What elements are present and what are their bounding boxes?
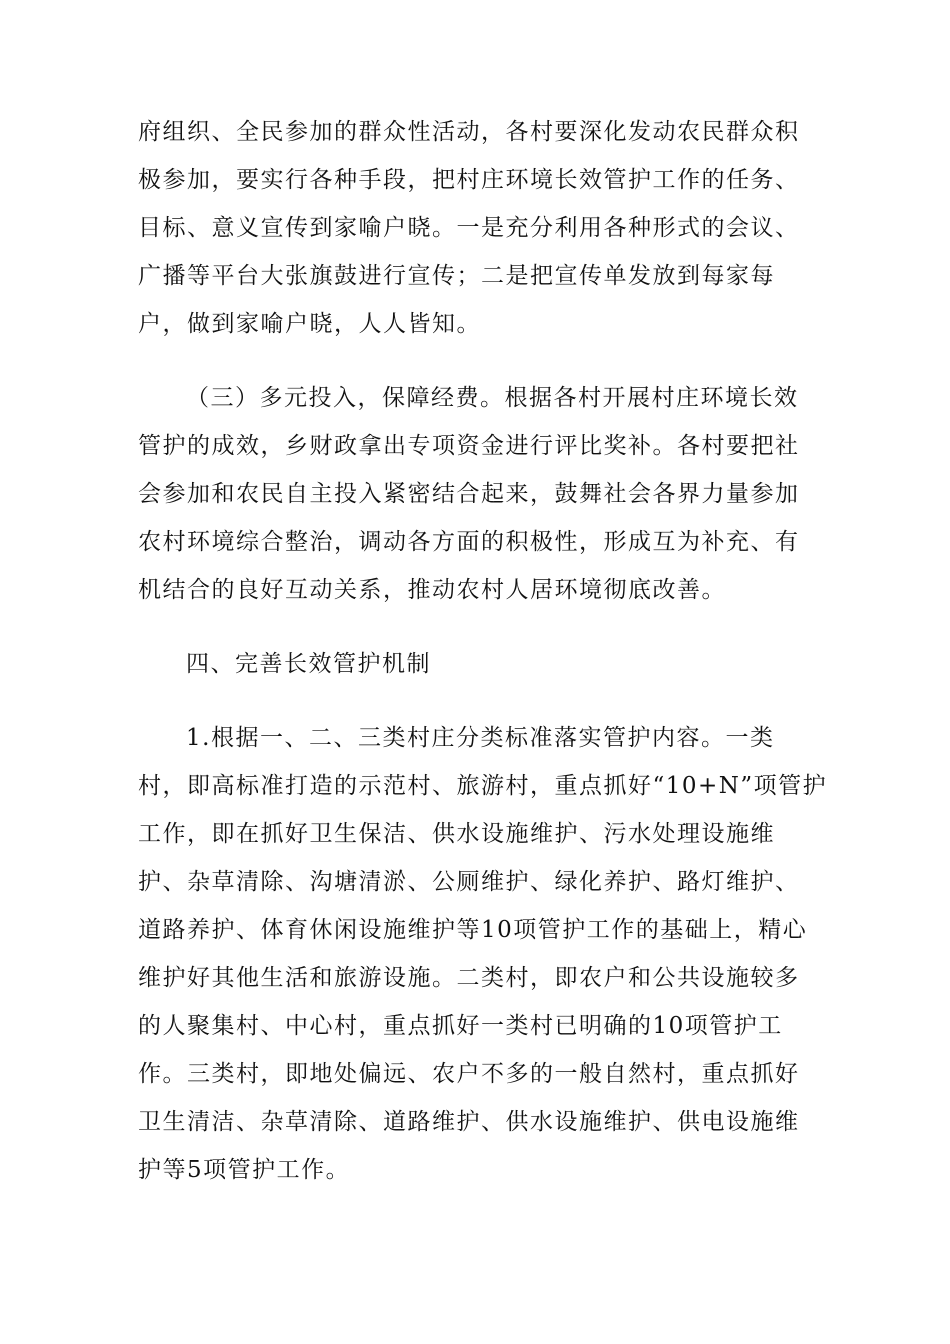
text-line: 1.根据一、二、三类村庄分类标准落实管护内容。一类	[186, 725, 775, 751]
text-line: 卫生清洁、杂草清除、道路维护、供水设施维护、供电设施维	[138, 1109, 800, 1135]
text-line: 村，即高标准打造的示范村、旅游村，重点抓好“10+N”项管护	[138, 773, 828, 799]
text-line: 护等5项管护工作。	[138, 1157, 351, 1183]
text-line: 维护好其他生活和旅游设施。二类村，即农户和公共设施较多	[138, 965, 800, 991]
paragraph-spacer	[138, 614, 818, 640]
text-line: 作。三类村，即地处偏远、农户不多的一般自然村，重点抓好	[138, 1061, 800, 1087]
paragraph-village-classification	[138, 714, 828, 1194]
text-line: 极参加，要实行各种手段，把村庄环境长效管护工作的任务、	[138, 167, 800, 193]
paragraph-publicity	[138, 108, 818, 348]
paragraph-spacer	[138, 688, 818, 714]
text-line: 府组织、全民参加的群众性活动，各村要深化发动农民群众积	[138, 119, 800, 145]
text-line: 机结合的良好互动关系，推动农村人居环境彻底改善。	[138, 577, 726, 603]
heading-text: 四、完善长效管护机制	[186, 651, 431, 677]
document-page	[138, 108, 828, 1194]
text-line: 的人聚集村、中心村，重点抓好一类村已明确的10项管护工	[138, 1013, 783, 1039]
section-heading	[138, 640, 818, 688]
text-line: 管护的成效，乡财政拿出专项资金进行评比奖补。各村要把社	[138, 433, 800, 459]
text-line: 目标、意义宣传到家喻户晓。一是充分利用各种形式的会议、	[138, 215, 800, 241]
text-line: 道路养护、体育休闲设施维护等10项管护工作的基础上，精心	[138, 917, 808, 943]
text-line: 护、杂草清除、沟塘清淤、公厕维护、绿化养护、路灯维护、	[138, 869, 800, 895]
paragraph-spacer	[138, 348, 818, 374]
text-line: 户，做到家喻户晓，人人皆知。	[138, 311, 481, 337]
text-line: （三）多元投入，保障经费。根据各村开展村庄环境长效	[186, 385, 799, 411]
text-line: 农村环境综合整治，调动各方面的积极性，形成互为补充、有	[138, 529, 800, 555]
text-line: 会参加和农民自主投入紧密结合起来，鼓舞社会各界力量参加	[138, 481, 800, 507]
text-line: 广播等平台大张旗鼓进行宣传；二是把宣传单发放到每家每	[138, 263, 775, 289]
paragraph-funding	[138, 374, 818, 614]
text-line: 工作，即在抓好卫生保洁、供水设施维护、污水处理设施维	[138, 821, 775, 847]
